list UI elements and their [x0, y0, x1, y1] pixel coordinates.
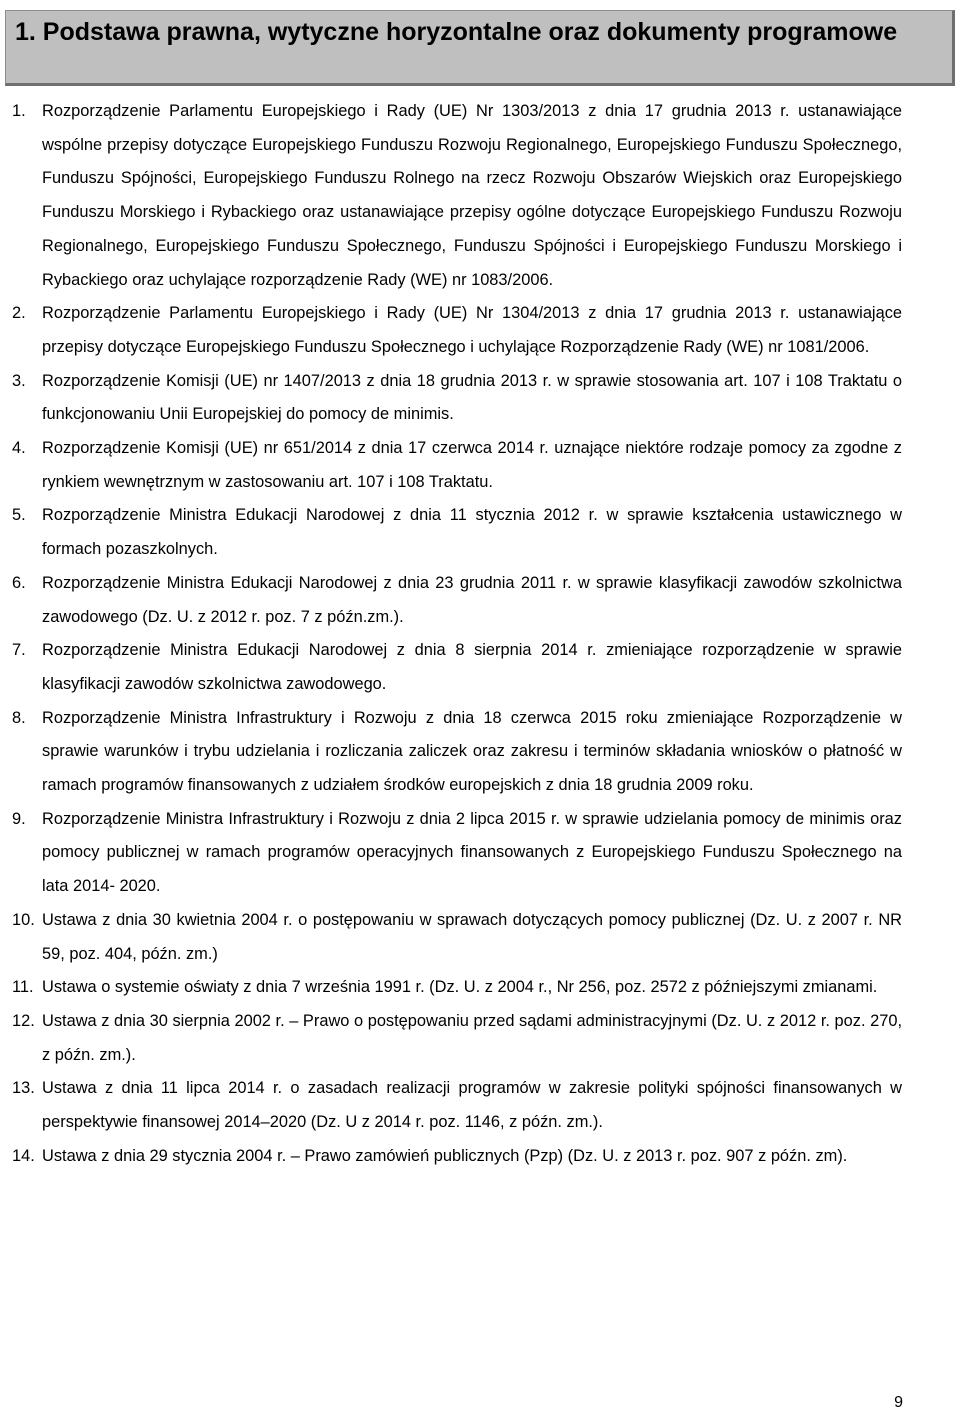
list-item-text: Ustawa z dnia 29 stycznia 2004 r. – Prawo zamówień publicznych (Pzp) (Dz. U. z 2013 r. poz. 907 z późn. zm). [42, 1146, 848, 1165]
list-item-text: Ustawa z dnia 11 lipca 2014 r. o zasadach realizacji programów w zakresie polityki spójności finansowanych w perspektywie finansowej 2014–2020 (Dz. U z 2014 r. poz. 1146, z późn. zm.). [42, 1079, 902, 1132]
list-item [12, 95, 902, 297]
list-item [12, 432, 902, 499]
list-item-number: 5. [12, 506, 26, 525]
list-item-text: Rozporządzenie Ministra Infrastruktury i Rozwoju z dnia 2 lipca 2015 r. w sprawie udzielania pomocy de minimis oraz pomocy publicznej w ramach programów operacyjnych finansowanych z Europejskiego Funduszu Społecznego na lata 2014- 2020. [42, 809, 902, 896]
list-item-number: 6. [12, 573, 26, 592]
list-item-number: 4. [12, 439, 26, 458]
list-item [12, 365, 902, 432]
list-item-number: 11. [12, 978, 34, 997]
list-item-number: 10. [12, 910, 35, 929]
list-item-number: 8. [12, 708, 26, 727]
list-item-text: Ustawa z dnia 30 kwietnia 2004 r. o postępowaniu w sprawach dotyczących pomocy publicznej (Dz. U. z 2007 r. NR 59, poz. 404, późn. zm.) [42, 910, 902, 963]
list-item-text: Rozporządzenie Komisji (UE) nr 651/2014 z dnia 17 czerwca 2014 r. uznające niektóre rodzaje pomocy za zgodne z rynkiem wewnętrznym w zastosowaniu art. 107 i 108 Traktatu. [42, 439, 902, 491]
list-item [12, 297, 902, 364]
section-heading: 1. Podstawa prawna, wytyczne horyzontalne oraz dokumenty programowe [5, 10, 955, 86]
list-item-text: Rozporządzenie Ministra Edukacji Narodowej z dnia 11 stycznia 2012 r. w sprawie kształcenia ustawicznego w formach pozaszkolnych. [42, 506, 902, 559]
list-item-number: 3. [12, 371, 26, 390]
list-item [12, 1072, 902, 1139]
list-item [12, 971, 902, 1005]
legal-basis-list [12, 95, 902, 1174]
list-item-text: Rozporządzenie Parlamentu Europejskiego i Rady (UE) Nr 1304/2013 z dnia 17 grudnia 2013 r. ustanawiające przepisy dotyczące Europejskiego Funduszu Społecznego i uchylające Rozporządzenie Rady (WE) nr 1081/2006. [42, 304, 902, 356]
list-item [12, 567, 902, 634]
list-item-number: 2. [12, 304, 26, 323]
list-item-number: 1. [12, 102, 26, 120]
list-item-text: Ustawa z dnia 30 sierpnia 2002 r. – Prawo o postępowaniu przed sądami administracyjnymi (Dz. U. z 2012 r. poz. 270, z późn. zm.). [42, 1011, 902, 1064]
list-item [12, 634, 902, 701]
list-item-number: 12. [12, 1011, 35, 1030]
list-item [12, 702, 902, 803]
list-item-text: Rozporządzenie Ministra Edukacji Narodowej z dnia 8 sierpnia 2014 r. zmieniające rozporządzenie w sprawie klasyfikacji zawodów szkolnictwa zawodowego. [42, 641, 902, 693]
page-number: 9 [894, 1394, 903, 1411]
list-item [12, 803, 902, 904]
list-item-text: Rozporządzenie Komisji (UE) nr 1407/2013 z dnia 18 grudnia 2013 r. w sprawie stosowania art. 107 i 108 Traktatu o funkcjonowaniu Unii Europejskiej do pomocy de minimis. [42, 371, 902, 424]
list-item-number: 9. [12, 809, 26, 828]
list-item-text: Rozporządzenie Parlamentu Europejskiego i Rady (UE) Nr 1303/2013 z dnia 17 grudnia 2013 r. ustanawiające wspólne przepisy dotyczące Europejskiego Funduszu Rozwoju Regionalnego, Europejskiego Funduszu Społecznego, Funduszu Spójności, Europejskiego Funduszu Rolnego na rzecz Rozwoju Obszarów Wiejskich oraz Europejskiego Funduszu Morskiego i Rybackiego oraz ustanawiające przepisy ogólne dotyczące Europejskiego Funduszu Rozwoju Regionalnego, Europejskiego Funduszu Społecznego, Funduszu Spójności i Europejskiego Funduszu Morskiego i Rybackiego oraz uchylające rozporządzenie Rady (WE) nr 1083/2006. [42, 102, 902, 289]
list-item-number: 7. [12, 641, 26, 660]
list-item-number: 14. [12, 1146, 35, 1165]
list-item [12, 1140, 902, 1174]
list-item-text: Rozporządzenie Ministra Edukacji Narodowej z dnia 23 grudnia 2011 r. w sprawie klasyfikacji zawodów szkolnictwa zawodowego (Dz. U. z 2012 r. poz. 7 z późn.zm.). [42, 573, 902, 626]
list-item [12, 904, 902, 971]
list-item [12, 1005, 902, 1072]
list-item-number: 13. [12, 1079, 35, 1098]
list-item [12, 499, 902, 566]
list-item-text: Rozporządzenie Ministra Infrastruktury i Rozwoju z dnia 18 czerwca 2015 roku zmieniające Rozporządzenie w sprawie warunków i trybu udzielania i rozliczania zaliczek oraz zakresu i terminów składania wniosków o płatność w ramach programów finansowanych z udziałem środków europejskich z dnia 18 grudnia 2009 roku. [42, 708, 902, 795]
list-item-text: Ustawa o systemie oświaty z dnia 7 września 1991 r. (Dz. U. z 2004 r., Nr 256, poz. 2572 z późniejszymi zmianami. [42, 978, 878, 997]
